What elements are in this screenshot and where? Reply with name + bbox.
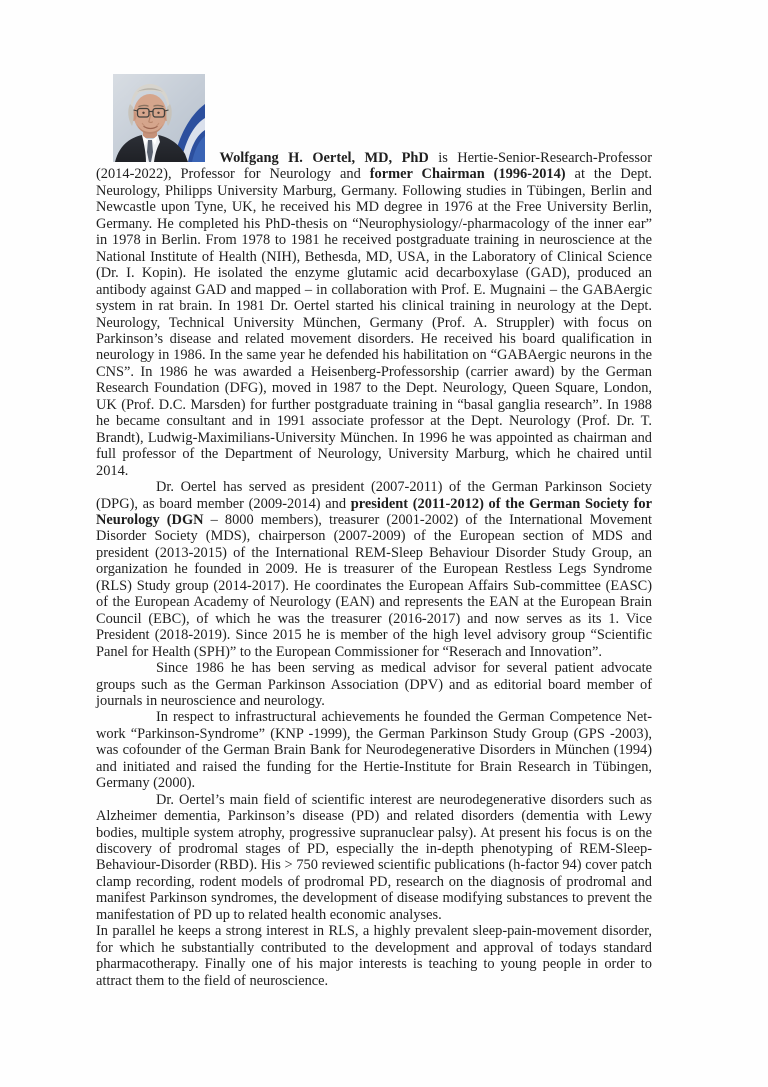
bold-text-run: president (2011-2012) of the German Society for Neurology (DGN (96, 495, 652, 528)
text-run: – 8000 members), treasurer (2001-2002) of the International Movement Disorder Society (MDS), chairperson (2007-2009) of the European section of MDS and president (2013-2015) of the International REM-Sleep Behaviour Disorder Study Group, an organization he founded in 2009. He is treasurer of the European Restless Legs Syndrome (RLS) Study group (2014-2017). He coordinates the European Affairs Sub-committee (EASC) of the European Academy of Neurology (EAN) and represents the EAN at the European Brain Council (EBC), of which he was the treasurer (2016-2017) and now serves as its 1. Vice President (2018-2019). Since 2015 he is member of the high level advisory group “Scientific Panel for Health (SPH)” to the European Commissioner for “Reserach and Innovation”. (96, 511, 653, 660)
bold-text-run: former Chairman (1996-2014) (369, 166, 566, 183)
paragraph-1 (96, 74, 652, 479)
text-run: In parallel he keeps a strong interest in RLS, a highly prevalent sleep-pain-movement disorder, for which he substantially contributed to the development and approval of todays standard pharmacotherapy. Finally one of his major interests is teaching to young people in order to attract them to the field of neuroscience. (96, 923, 652, 989)
paragraph-4 (96, 709, 652, 791)
paragraph-5 (96, 792, 652, 924)
biography-text (96, 0, 652, 989)
text-run: Dr. Oertel has served as president (2007-2011) of the German Parkinson Society (DPG), as board member (2009-2014) and (96, 479, 652, 512)
text-run: In respect to infrastructural achievements he founded the German Competence Net-work “Parkinson-Syndrome” (KNP -1999), the German Parkinson Study Group (GPS -2003), was cofounder of the German Brain Bank for Neurodegenerative Disorders in München (1994) and initiated and raised the funding for the Hertie-Institute for Brain Research in Tübingen, Germany (2000). (96, 709, 652, 792)
paragraph-2 (96, 479, 652, 660)
portrait-photo (113, 74, 205, 162)
bold-text-run: Wolfgang H. Oertel, MD, PhD (219, 150, 429, 166)
text-run: at the Dept. Neurology, Philipps University Marburg, Germany. Following studies in Tübingen, Berlin and Newcastle upon Tyne, UK, he received his MD degree in 1976 at the Free University Berlin, Germany. He completed his PhD-thesis on “Neurophysiology/-pharmacology of the inner ear” in 1978 in Berlin. From 1978 to 1981 he received postgraduate training in neuroscience at the National Institute of Health (NIH), Bethesda, MD, USA, in the Laboratory of Clinical Science (Dr. I. Kopin). He isolated the enzyme glutamic acid decarboxylase (GAD), produced an antibody against GAD and mapped – in collaboration with Prof. E. Mugnaini – the GABAergic system in rat brain. In 1981 Dr. Oertel started his clinical training in neurology at the Dept. Neurology, Technical University München, Germany (Prof. A. Struppler) with focus on Parkinson’s disease and related movement disorders. He received his board qualification in neurology in 1986. In the same year he defended his habilitation on “GABAergic neurons in the CNS”. In 1986 he was awarded a Heisenberg-Professorship (carrier award) by the German Research Foundation (DFG), moved in 1987 to the Dept. Neurology, Queen Square, London, UK (Prof. D.C. Marsden) for further postgraduate training in “basal ganglia research”. In 1988 he became consultant and in 1991 associate professor at the Dept. Neurology (Prof. Dr. T. Brandt), Ludwig-Maximilians-University München. In 1996 he was appointed as chairman and full professor of the Department of Neurology, University Marburg, which he chaired until 2014. (96, 166, 652, 479)
text-run: Since 1986 he has been serving as medical advisor for several patient advocate groups such as the German Parkinson Association (DPV) and as editorial board member of journals in neuroscience and neurology. (96, 660, 652, 709)
text-run: Dr. Oertel’s main field of scientific interest are neurodegenerative disorders such as Alzheimer dementia, Parkinson’s disease (PD) and related disorders (dementia with Lewy bodies, multiple system atrophy, progressive supranuclear palsy). At present his focus is on the discovery of prodromal stages of PD, especially the in-depth phenotyping of REM-Sleep-Behaviour-Disorder (RBD). His > 750 reviewed scientific publications (h-factor 94) cover patch clamp recording, rodent models of prodromal PD, research on the diagnosis of prodromal and manifest Parkinson syndromes, the development of disease modifying substances to prevent the manifestation of PD up to related health economic analyses. (96, 791, 652, 923)
paragraph-6 (96, 923, 652, 989)
paragraph-3 (96, 660, 652, 709)
portrait-photo-image (113, 74, 205, 162)
text-run: is Hertie-Senior-Research-Professor (2014-2022), Professor for Neurology and (96, 150, 652, 183)
